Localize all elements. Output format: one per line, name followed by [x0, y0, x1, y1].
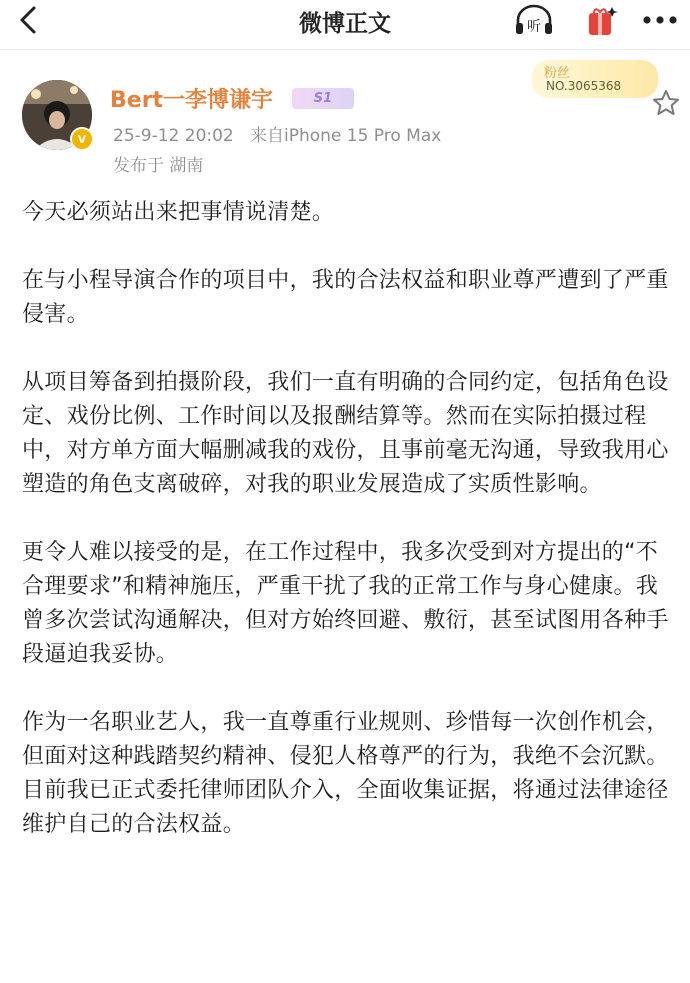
- verified-badge-icon: V: [70, 127, 94, 151]
- post-paragraph: 在与小程导演合作的项目中，我的合法权益和职业尊严遭到了严重侵害。: [22, 268, 669, 327]
- headphones-icon: [514, 3, 554, 37]
- star-outline-icon: [651, 88, 681, 118]
- post-paragraph: 今天必须站出来把事情说清楚。: [22, 200, 335, 225]
- post-paragraph: 作为一名职业艺人，我一直尊重行业规则、珍惜每一次创作机会，但面对这种践踏契约精神、侵犯人格尊严的行为，我绝不会沉默。目前我已正式委托律师团队介入，全面收集证据，将通过法律途径维护自己的合法权益。: [22, 710, 669, 837]
- more-dots-icon: [642, 15, 678, 25]
- post-body: [22, 196, 677, 876]
- gift-button[interactable]: [581, 2, 621, 38]
- listen-button[interactable]: [514, 2, 554, 38]
- top-nav-bar: [0, 0, 690, 44]
- page-title: 微博正文: [299, 11, 391, 37]
- post-source: 来自iPhone 15 Pro Max: [249, 126, 442, 146]
- fan-badge-label: 粉丝: [544, 66, 571, 81]
- listen-label: 听: [527, 19, 541, 35]
- fan-badge-number: NO.3065368: [546, 79, 622, 93]
- author-name[interactable]: Bert一李博谦宇: [110, 88, 274, 113]
- post-paragraph: 更令人难以接受的是，在工作过程中，我多次受到对方提出的“不合理要求”和精神施压，严重干扰了我的正常工作与身心健康。我曾多次尝试沟通解决，但对方始终回避、敷衍，甚至试图用各种手段逼迫我妥协。: [22, 540, 669, 667]
- post-meta: [113, 121, 441, 146]
- post-location: 发布于 湖南: [113, 156, 204, 176]
- post-paragraph: 从项目筹备到拍摄阶段，我们一直有明确的合同约定，包括角色设定、戏份比例、工作时间以及报酬结算等。然而在实际拍摄过程中，对方单方面大幅删减我的戏份，且事前毫无沟通，导致我用心塑造的角色支离破碎，对我的职业发展造成了实质性影响。: [22, 370, 669, 497]
- nav-divider: [0, 49, 690, 50]
- vip-badge-label: S1: [313, 91, 333, 106]
- gift-box-icon: [582, 3, 620, 37]
- vip-badge[interactable]: [292, 88, 354, 109]
- favorite-button[interactable]: [651, 88, 681, 118]
- post-timestamp: 25-9-12 20:02: [113, 126, 234, 146]
- more-button[interactable]: [640, 2, 680, 38]
